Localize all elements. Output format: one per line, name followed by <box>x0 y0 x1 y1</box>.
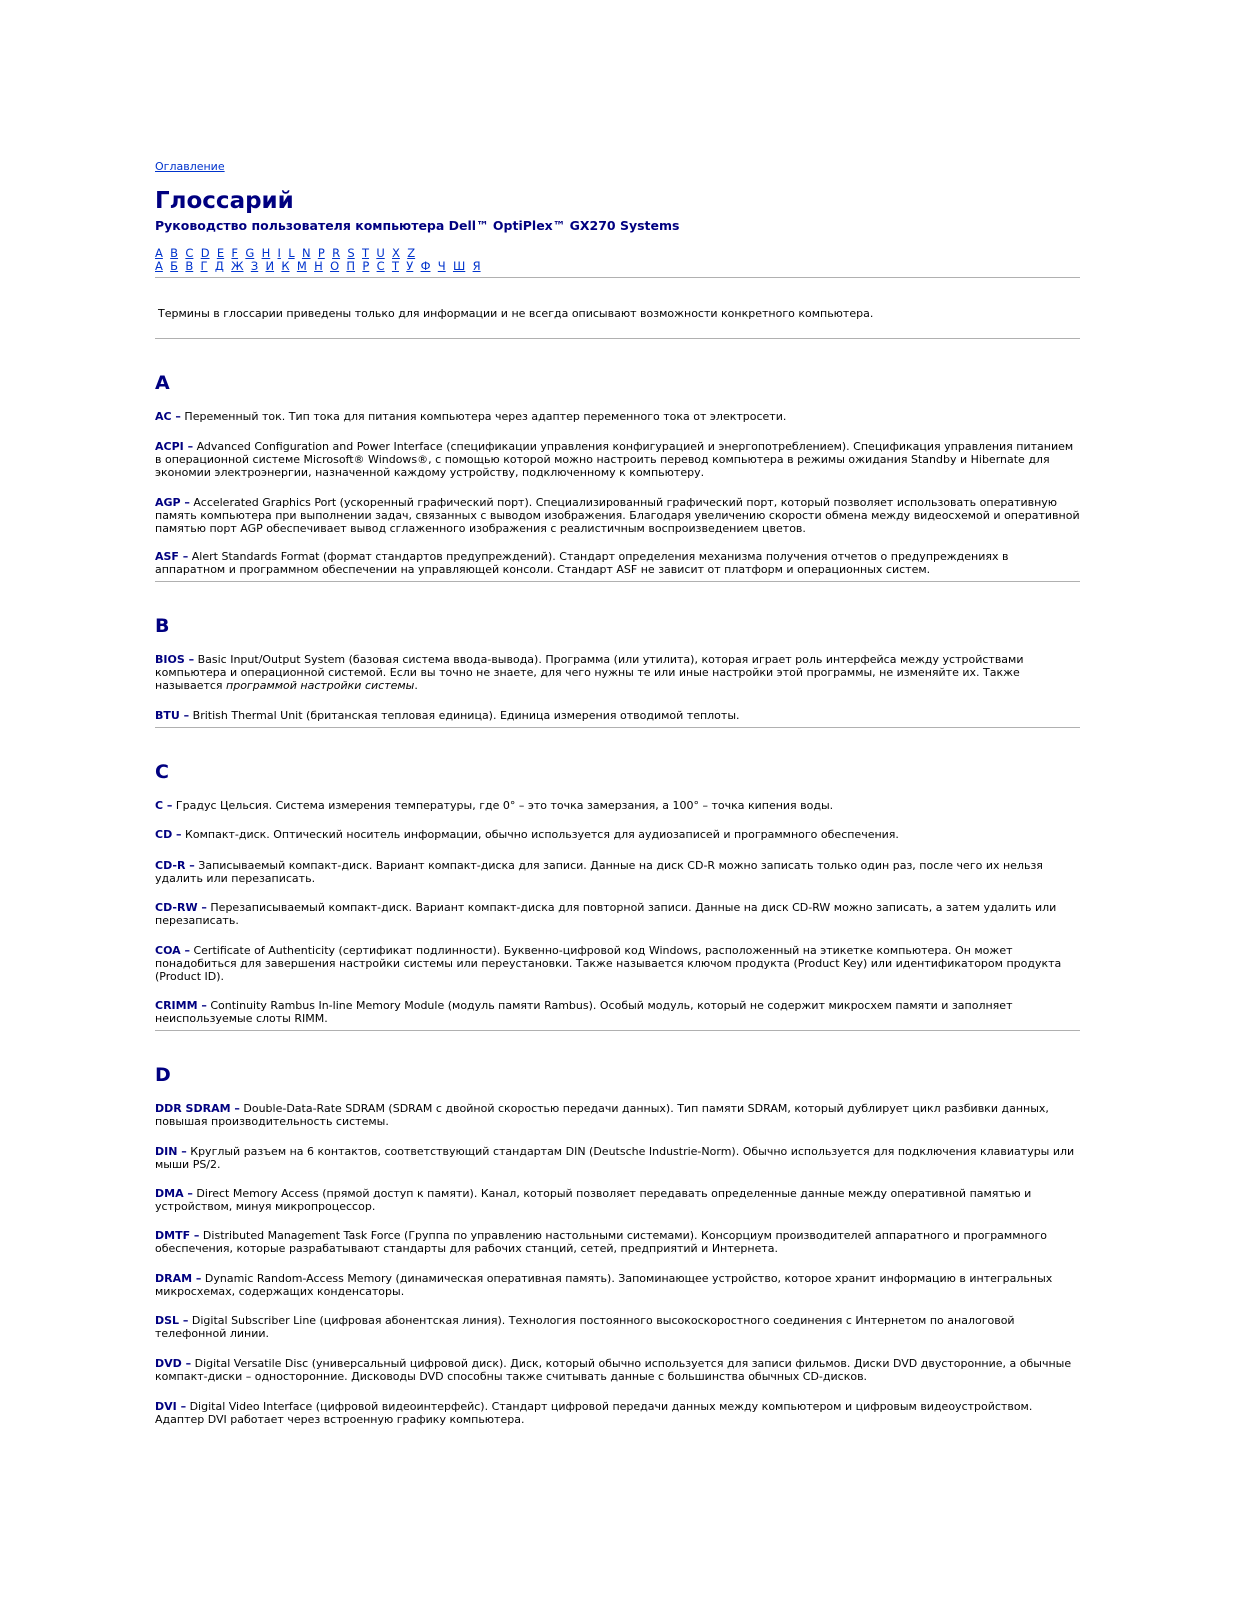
section-heading-B: B <box>155 615 170 637</box>
glossary-definition: Круглый разъем на 6 контактов, соответствующий стандартам DIN (Deutsche Industrie-Norm). Обычно используется для подключения клавиатуры или мыши PS/2. <box>155 1145 1075 1171</box>
glossary-entry <box>155 799 1080 812</box>
divider <box>155 277 1080 278</box>
glossary-term: C – <box>155 799 173 812</box>
glossary-term: CRIMM – <box>155 999 207 1012</box>
alphabet-link-К[interactable]: К <box>281 259 290 273</box>
alphabet-link-М[interactable]: М <box>296 259 307 273</box>
glossary-emphasis: программой настройки системы <box>226 679 415 692</box>
alphabet-link-T[interactable]: T <box>361 246 370 260</box>
glossary-entry <box>155 999 1080 1025</box>
alphabet-link-Д[interactable]: Д <box>214 259 224 273</box>
alphabet-link-О[interactable]: О <box>330 259 340 273</box>
glossary-entry <box>155 1272 1080 1298</box>
glossary-definition: Continuity Rambus In-line Memory Module (модуль памяти Rambus). Особый модуль, который не содержит микросхем памяти и заполняет неиспользуемые слоты RIMM. <box>155 999 1013 1025</box>
alphabet-link-I[interactable]: I <box>277 246 281 260</box>
glossary-entry <box>155 410 1080 423</box>
alphabet-link-А[interactable]: А <box>155 259 163 273</box>
glossary-term: DMA – <box>155 1187 193 1200</box>
glossary-entry <box>155 653 1080 692</box>
glossary-entry <box>155 1102 1080 1128</box>
glossary-definition: Градус Цельсия. Система измерения температуры, где 0° – это точка замерзания, а 100° – точка кипения воды. <box>172 799 834 812</box>
glossary-entry <box>155 1145 1080 1171</box>
alphabet-link-У[interactable]: У <box>406 259 414 273</box>
section-divider <box>155 727 1080 728</box>
alphabet-link-D[interactable]: D <box>200 246 210 260</box>
glossary-term: DRAM – <box>155 1272 202 1285</box>
glossary-notice: Термины в глоссарии приведены только для информации и не всегда описывают возможности конкретного компьютера. <box>158 307 874 320</box>
glossary-definition: Digital Versatile Disc (универсальный цифровой диск). Диск, который обычно используется для записи фильмов. Диски DVD двусторонние, а обычные компакт-диски – односторонние. Дисководы DVD способны также считывать данные с большинства обычных CD-дисков. <box>155 1357 1072 1383</box>
section-heading-A: A <box>155 372 170 394</box>
glossary-definition: Компакт-диск. Оптический носитель информации, обычно используется для аудиозаписей и программного обеспечения. <box>181 828 899 841</box>
cyrillic-alphabet-index <box>155 260 488 273</box>
alphabet-link-Я[interactable]: Я <box>472 259 481 273</box>
alphabet-link-Р[interactable]: Р <box>362 259 370 273</box>
glossary-term: CD-R – <box>155 859 195 872</box>
glossary-entry <box>155 440 1080 479</box>
section-divider <box>155 581 1080 582</box>
alphabet-link-Г[interactable]: Г <box>200 259 208 273</box>
glossary-term: BIOS – <box>155 653 195 666</box>
alphabet-link-G[interactable]: G <box>245 246 255 260</box>
alphabet-link-Н[interactable]: Н <box>314 259 323 273</box>
glossary-term: DVD – <box>155 1357 192 1370</box>
glossary-term: CD-RW – <box>155 901 207 914</box>
alphabet-link-S[interactable]: S <box>347 246 355 260</box>
glossary-entry <box>155 901 1080 927</box>
glossary-term: DIN – <box>155 1145 187 1158</box>
divider <box>155 338 1080 339</box>
glossary-definition: Dynamic Random-Access Memory (динамическая оперативная память). Запоминающее устройство, которое хранит информацию в интегральных микросхемах, содержащих конденсаторы. <box>155 1272 1053 1298</box>
section-heading-C: C <box>155 761 169 783</box>
alphabet-link-В[interactable]: В <box>185 259 194 273</box>
glossary-definition: Digital Subscriber Line (цифровая абонентская линия). Технология постоянного высокоскоростного соединения с Интернетом по аналоговой телефонной линии. <box>155 1314 1015 1340</box>
glossary-definition: Certificate of Authenticity (сертификат подлинности). Буквенно-цифровой код Windows, расположенный на этикетке компьютера. Он может понадобиться для завершения настройки системы или переустановки. Также называется ключом продукта (Product Key) или идентификатором продукта (Product ID). <box>155 944 1062 983</box>
glossary-definition: Записываемый компакт-диск. Вариант компакт-диска для записи. Данные на диск CD-R можно записать только один раз, после чего их нельзя удалить или перезаписать. <box>155 859 1043 885</box>
glossary-definition: Basic Input/Output System (базовая система ввода-вывода). Программа (или утилита), которая играет роль интерфейса между устройствами компьютера и операционной системой. Если вы точно не знаете, для чего нужны те или иные настройки этой программы, не изменяйте их. Также называется <box>155 653 1024 692</box>
glossary-definition: Переменный ток. Тип тока для питания компьютера через адаптер переменного тока от электросети. <box>180 410 787 423</box>
glossary-entry <box>155 828 1080 841</box>
alphabet-link-Ф[interactable]: Ф <box>420 259 431 273</box>
toc-link[interactable]: Оглавление <box>155 160 225 173</box>
alphabet-link-B[interactable]: B <box>170 246 179 260</box>
alphabet-link-L[interactable]: L <box>288 246 295 260</box>
page-subtitle: Руководство пользователя компьютера Dell™ OptiPlex™ GX270 Systems <box>155 218 680 233</box>
glossary-entry <box>155 1314 1080 1340</box>
alphabet-link-И[interactable]: И <box>265 259 275 273</box>
glossary-term: AC – <box>155 410 181 423</box>
glossary-definition: Accelerated Graphics Port (ускоренный графический порт). Специализированный графический порт, который позволяет использовать оперативную память компьютера при выполнении задач, связанных с выводом изображения. Благодаря увеличению скорости обмена между видеосхемой и оперативной памятью порт AGP обеспечивает вывод сглаженного изображения с реалистичным воспроизведением цветов. <box>155 496 1080 535</box>
alphabet-link-Б[interactable]: Б <box>170 259 179 273</box>
glossary-term: AGP – <box>155 496 190 509</box>
glossary-definition: Distributed Management Task Force (Группа по управлению настольными системами). Консорциум производителей аппаратного и программного обеспечения, которые разрабатывают стандарты для рабочих станций, сетей, предприятий и Интернета. <box>155 1229 1047 1255</box>
glossary-definition: Перезаписываемый компакт-диск. Вариант компакт-диска для повторной записи. Данные на диск CD-RW можно записать, а затем удалить или перезаписать. <box>155 901 1057 927</box>
glossary-entry <box>155 1229 1080 1255</box>
alphabet-link-E[interactable]: E <box>216 246 225 260</box>
glossary-definition: Double-Data-Rate SDRAM (SDRAM с двойной скоростью передачи данных). Тип памяти SDRAM, который дублирует цикл разбивки данных, повышая производительность системы. <box>155 1102 1049 1128</box>
glossary-definition: Alert Standards Format (формат стандартов предупреждений). Стандарт определения механизма получения отчетов о предупреждениях в аппаратном и программном обеспечении на управляющей консоли. Стандарт ASF не зависит от платформ и операционных систем. <box>155 550 1009 576</box>
glossary-entry <box>155 944 1080 983</box>
alphabet-link-A[interactable]: A <box>155 246 163 260</box>
alphabet-link-R[interactable]: R <box>332 246 341 260</box>
alphabet-link-Ж[interactable]: Ж <box>231 259 244 273</box>
alphabet-link-Ш[interactable]: Ш <box>452 259 466 273</box>
glossary-definition: Direct Memory Access (прямой доступ к памяти). Канал, который позволяет передавать определенные данные между оперативной памятью и устройством, минуя микропроцессор. <box>155 1187 1032 1213</box>
glossary-term: CD – <box>155 828 182 841</box>
alphabet-link-N[interactable]: N <box>301 246 311 260</box>
glossary-entry <box>155 496 1080 535</box>
glossary-term: DDR SDRAM – <box>155 1102 240 1115</box>
alphabet-link-Z[interactable]: Z <box>407 246 416 260</box>
alphabet-link-F[interactable]: F <box>231 246 239 260</box>
glossary-definition: Advanced Configuration and Power Interface (спецификации управления конфигурацией и энергопотреблением). Спецификация управления питанием в операционной системе Microsoft® Windows®, с помощью которой можно настроить перевод компьютера в режимы ожидания Standby и Hibernate для экономии электроэнергии, назначенной каждому устройству, подключенному к компьютеру. <box>155 440 1074 479</box>
glossary-term: DVI – <box>155 1400 187 1413</box>
alphabet-link-U[interactable]: U <box>376 246 385 260</box>
section-heading-D: D <box>155 1064 171 1086</box>
glossary-entry <box>155 1400 1080 1426</box>
glossary-definition: British Thermal Unit (британская тепловая единица). Единица измерения отводимой теплоты. <box>189 709 740 722</box>
glossary-term: COA – <box>155 944 190 957</box>
glossary-entry <box>155 859 1080 885</box>
glossary-definition: Digital Video Interface (цифровой видеоинтерфейс). Стандарт цифровой передачи данных между компьютером и цифровым видеоустройством. Адаптер DVI работает через встроенную графику компьютера. <box>155 1400 1033 1426</box>
alphabet-link-H[interactable]: H <box>261 246 271 260</box>
alphabet-link-C[interactable]: C <box>185 246 194 260</box>
glossary-entry <box>155 1357 1080 1383</box>
glossary-term: ASF – <box>155 550 189 563</box>
section-divider <box>155 1030 1080 1031</box>
glossary-term: DSL – <box>155 1314 189 1327</box>
glossary-term: ACPI – <box>155 440 194 453</box>
glossary-entry <box>155 550 1080 576</box>
alphabet-link-П[interactable]: П <box>346 259 356 273</box>
alphabet-link-Т[interactable]: Т <box>391 259 399 273</box>
glossary-term: DMTF – <box>155 1229 200 1242</box>
alphabet-link-Ч[interactable]: Ч <box>437 259 446 273</box>
glossary-term: BTU – <box>155 709 190 722</box>
alphabet-link-X[interactable]: X <box>392 246 400 260</box>
glossary-definition-tail: . <box>414 679 418 692</box>
alphabet-link-С[interactable]: С <box>376 259 385 273</box>
glossary-entry <box>155 1187 1080 1213</box>
page-title: Глоссарий <box>155 188 294 214</box>
alphabet-link-P[interactable]: P <box>317 246 325 260</box>
glossary-entry <box>155 709 1080 722</box>
alphabet-link-З[interactable]: З <box>250 259 259 273</box>
